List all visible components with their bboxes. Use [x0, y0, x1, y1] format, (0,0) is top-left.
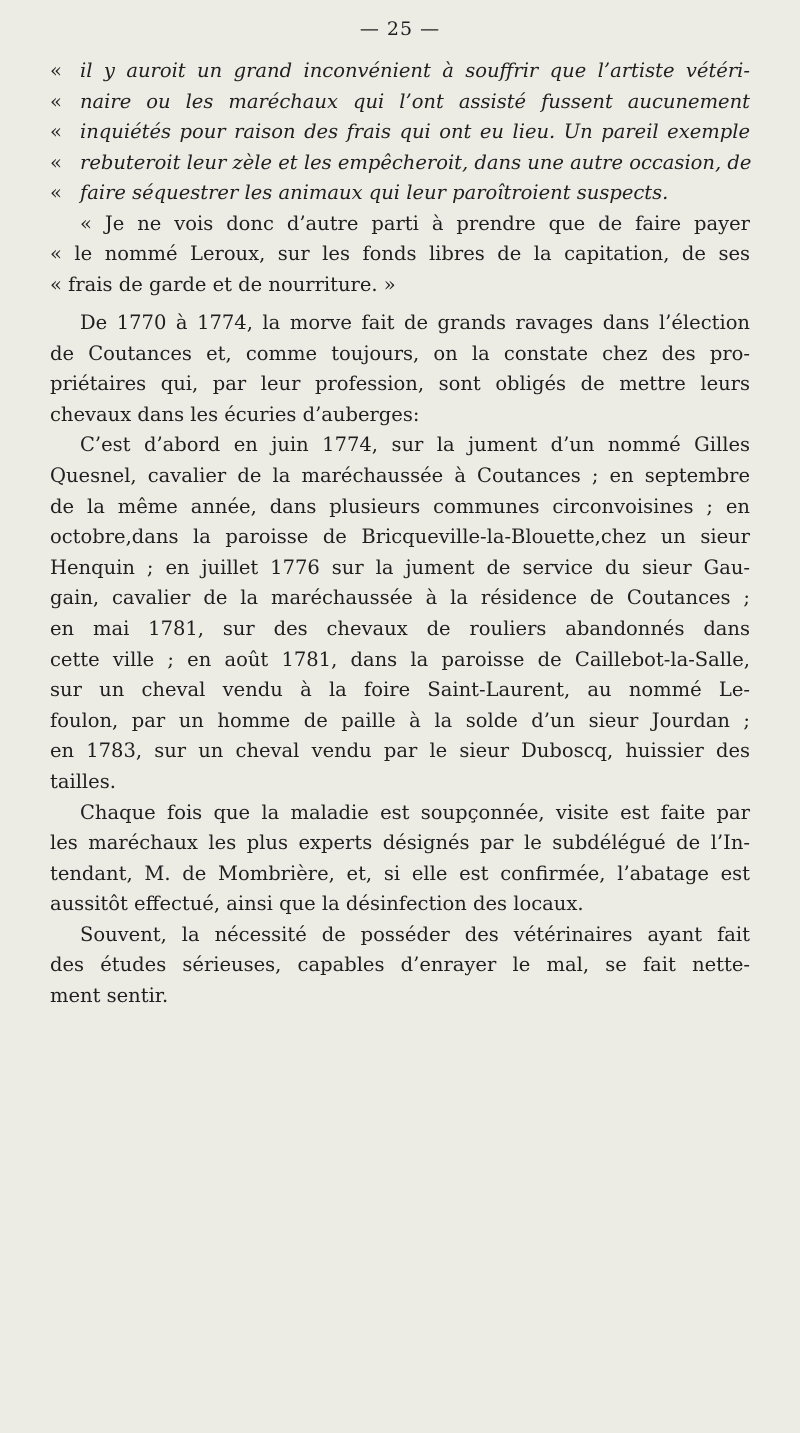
text-line: des études sérieuses, capables d’enrayer le mal, se fait nette- [50, 953, 750, 977]
text-line: Souvent, la nécessité de posséder des vétérinaires ayant fait [80, 922, 750, 946]
text-line: De 1770 à 1774, la morve fait de grands ravages dans l’élection [80, 311, 750, 334]
text-line: en 1783, sur un cheval vendu par le sieur Duboscq, huissier des [50, 739, 750, 763]
text-line: C’est d’abord en juin 1774, sur la jument d’un nommé Gilles [80, 433, 750, 457]
body-text [50, 308, 750, 1012]
quote-line: « le nommé Leroux, sur les fonds libres de la capitation, de ses [50, 242, 750, 265]
text-line: les maréchaux les plus experts désignés par le subdélégué de l’In- [50, 831, 750, 855]
text-line: Chaque fois que la maladie est soupçonnée, visite est faite par [80, 800, 750, 824]
text-line: sur un cheval vendu à la foire Saint-Laurent, au nommé Le- [50, 678, 750, 702]
quote-line: « rebuteroit leur zèle et les empêcheroit, dans une autre occasion, de [50, 148, 750, 179]
text-line: de la même année, dans plusieurs communes circonvoisines ; en [50, 494, 750, 518]
page-number: — 25 — [359, 18, 441, 40]
guillemet: « [50, 89, 62, 113]
guillemet: « [50, 59, 62, 82]
text-line: cette ville ; en août 1781, dans la paroisse de Caillebot-la-Salle, [50, 647, 750, 671]
text-line: ment sentir. [50, 984, 169, 1008]
quote-line: « inquiétés pour raison des frais qui ont eu lieu. Un pareil exemple [50, 117, 750, 148]
text-line: chevaux dans les écuries d’auberges: [50, 402, 420, 426]
quote-line: « Je ne vois donc d’autre parti à prendre que de faire payer [80, 211, 750, 235]
quote-line: « il y auroit un grand inconvénient à souffrir que l’artiste vétéri- [50, 56, 750, 87]
text-line: foulon, par un homme de paille à la solde d’un sieur Jourdan ; [50, 708, 750, 732]
text-line: tendant, M. de Mombrière, et, si elle est confirmée, l’abatage est [50, 861, 750, 885]
text-line: gain, cavalier de la maréchaussée à la résidence de Coutances ; [50, 586, 750, 610]
guillemet: « [50, 150, 62, 174]
quote-line: « faire séquestrer les animaux qui leur paroîtroient suspects. [50, 178, 750, 209]
paragraph [50, 430, 750, 797]
quoted-letter [50, 56, 750, 300]
text-line: priétaires qui, par leur profession, sont obligés de mettre leurs [50, 372, 750, 396]
quote-line: « frais de garde et de nourriture. » [50, 272, 396, 296]
text-line: Henquin ; en juillet 1776 sur la jument de service du sieur Gau- [50, 555, 750, 579]
text-line: tailles. [50, 769, 116, 793]
text-line: aussitôt effectué, ainsi que la désinfection des locaux. [50, 892, 584, 916]
paragraph [50, 920, 750, 1012]
paragraph [50, 798, 750, 920]
quote-line: « naire ou les maréchaux qui l’ont assisté fussent aucunement [50, 87, 750, 118]
guillemet: « [50, 181, 62, 204]
guillemet: « [50, 120, 62, 143]
text-line: en mai 1781, sur des chevaux de rouliers abandonnés dans [50, 616, 750, 640]
paragraph [50, 308, 750, 430]
text-line: Quesnel, cavalier de la maréchaussée à Coutances ; en septembre [50, 463, 750, 487]
text-line: de Coutances et, comme toujours, on la constate chez des pro- [50, 341, 750, 365]
text-line: octobre,dans la paroisse de Bricqueville-la-Blouette,chez un sieur [50, 525, 750, 549]
